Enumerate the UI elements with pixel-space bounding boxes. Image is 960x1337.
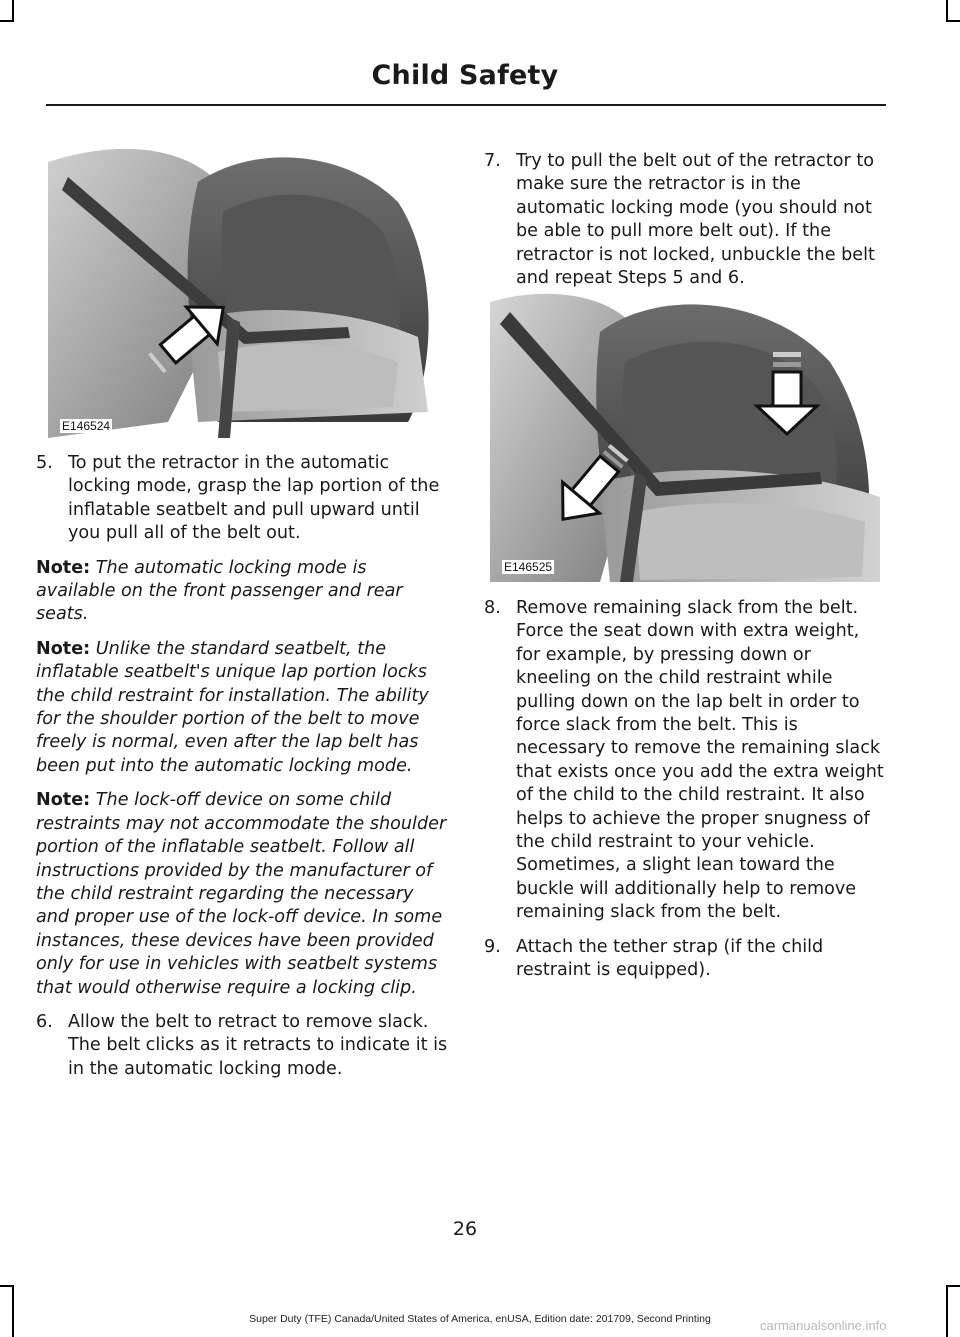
footer-edition-info: Super Duty (TFE) Canada/United States of America, enUSA, Edition date: 201709, Second Printing [249, 1313, 711, 1325]
watermark: carmanualsonline.info [760, 1318, 887, 1333]
seat-illustration [490, 292, 880, 582]
figure-id-label: E146524 [62, 419, 111, 433]
step-6 [36, 1011, 448, 1081]
note-text: The lock-off device on some child restraints may not accommodate the shoulder portion of the inflatable seatbelt. Follow all instructions provided by the manufacturer of the child restraint regarding the necessary and proper use of the lock-off device. In some instances, these devices have been provided only for use in vehicles with seatbelt systems that would otherwise require a locking clip. [36, 790, 447, 998]
crop-mark [0, 1285, 14, 1287]
note [36, 789, 448, 1000]
step-number: 6. [36, 1011, 53, 1032]
crop-mark [0, 20, 14, 22]
left-column [36, 452, 448, 1092]
note-text: The automatic locking mode is available on the front passenger and rear seats. [36, 557, 403, 625]
step-number: 9. [484, 936, 501, 957]
right-column-bottom [484, 597, 886, 994]
seat-illustration [48, 122, 436, 438]
crop-mark [946, 20, 960, 22]
step-text: Remove remaining slack from the belt. Force the seat down with extra weight, for example, by pressing down or kneeling on the child restraint while pulling down on the lap belt in order to force slack from the belt. This is necessary to remove the remaining slack that exists once you add the extra weight of the child to the child restraint. It also helps to achieve the proper snugness of the child restraint to your vehicle. Sometimes, a slight lean toward the buckle will additionally help to remove remaining slack from the belt. [516, 598, 884, 923]
note-label: Note: [36, 790, 91, 811]
step-9 [484, 936, 886, 983]
step-text: Try to pull the belt out of the retractor to make sure the retractor is in the automatic locking mode (you should not be able to pull more belt out). If the retractor is not locked, unbuckle the belt and repeat Steps 5 and 6. [516, 151, 875, 289]
step-8 [484, 597, 886, 925]
crop-mark [946, 1285, 960, 1287]
crop-mark [12, 0, 14, 22]
note [36, 638, 448, 778]
header-divider [46, 104, 886, 106]
step-5 [36, 452, 448, 546]
figure-id-label: E146525 [504, 560, 553, 574]
crop-mark [12, 1285, 14, 1337]
step-text: Allow the belt to retract to remove slack. The belt clicks as it retracts to indicate it is in the automatic locking mode. [68, 1011, 448, 1079]
note-label: Note: [36, 557, 91, 578]
crop-mark [946, 0, 948, 22]
figure-seatbelt-pull-down [490, 292, 880, 582]
step-text: To put the retractor in the automatic locking mode, grasp the lap portion of the inflatable seatbelt and pull upward until you pull all of the belt out. [68, 453, 440, 544]
page-number: 26 [452, 1218, 478, 1240]
note-text: Unlike the standard seatbelt, the inflatable seatbelt's unique lap portion locks the child restraint for installation. The ability for the shoulder portion of the belt to move freely is normal, even after the lap belt has been put into the automatic locking mode. [36, 638, 429, 776]
step-text: Attach the tether strap (if the child restraint is equipped). [516, 936, 824, 981]
step-number: 8. [484, 598, 501, 618]
right-column-top [484, 150, 886, 301]
page-title: Child Safety [371, 60, 559, 91]
crop-mark [946, 1285, 948, 1337]
step-number: 7. [484, 151, 501, 171]
step-number: 5. [36, 453, 53, 473]
step-7 [484, 150, 886, 290]
note-label: Note: [36, 638, 91, 659]
figure-seatbelt-pull-up [48, 122, 436, 438]
note [36, 557, 448, 627]
